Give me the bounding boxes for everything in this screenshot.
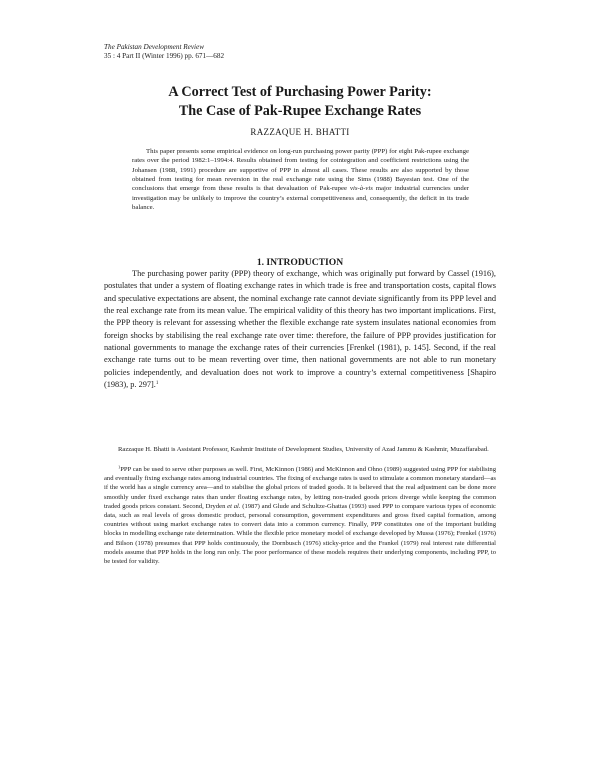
journal-name: The Pakistan Development Review <box>104 43 204 51</box>
author-name: RAZZAQUE H. BHATTI <box>250 127 350 137</box>
footnote-affiliation: Razzaque H. Bhatti is Assistant Professor, Kashmir Institute of Development Studies, University of Azad Jammu & Kashmir, Muzaffarabad. <box>118 446 489 453</box>
abstract-text-2: major industrial currencies under investigation may be unlikely to improve the country’s external competitiveness and, consequently, the deficit in its trade balance. <box>132 185 469 212</box>
title-line-2: The Case of Pak-Rupee Exchange Rates <box>178 103 422 119</box>
footnote-1 <box>104 465 496 566</box>
footnote-1-text-b: (1987) and Glude and Schultze-Ghattas (1993) used PPP to compare various types of economic data, such as real levels of gross domestic product, personal consumption, government expenditures and gross fixed capital formation, among countries without using market exchange rates to convert data into a common currency. Finally, PPP constitutes one of the important building blocks in modelling exchange rate determination. While the flexible price monetary model of exchange developed by Mussa (1976); Frenkel (1976) and Bilson (1978) presumes that PPP holds continuously, the Dornbusch (1976) sticky-price and the Frankel (1979) real interest rate differential models assume that PPP holds in the long run only. The poor performance of these models requires their underlying components, including PPP, to be tested for validity. <box>104 502 496 566</box>
volume-info: 35 : 4 Part II (Winter 1996) pp. 671—682 <box>104 52 225 60</box>
footnote-1-italic: et al. <box>227 502 241 510</box>
footnote-marker: 1 <box>155 381 159 387</box>
abstract-text-1: This paper presents some empirical evidence on long-run purchasing power parity (PPP) for eight Pak-rupee exchange rates over the period 1982:1–1994:4. Results obtained from testing for cointegration and coefficient restrictions using the Johansen (1988, 1991) procedure are supportive of PPP in almost all cases. These results are also supported by those obtained from testing for mean reversion in the real exchange rate using the Sims (1988) Bayesian test. One of the conclusions that emerge from these results is that devaluation of Pak-rupee <box>132 148 469 193</box>
abstract <box>132 147 469 212</box>
introduction-text: The purchasing power parity (PPP) theory of exchange, which was originally put forward by Cassel (1916), postulates that under a system of floating exchange rates in which trade is free and transportation costs, capital flows and speculative expectations are absent, the nominal exchange rate cannot deviate significantly from its PPP level and the real exchange rate from its mean value. The empirical validity of this theory has two important implications. First, the PPP theory is relevant for assessing whether the flexible exchange rate system insulates national economies from foreign shocks by stabilising the real exchange rate over time: therefore, the failure of PPP provides justification for national governments to manage the exchange rates of their currencies [Frenkel (1981), p. 145]. Second, if the real exchange rate turns out to be mean reverting over time, then national governments are not able to run monetary policies independently, and devaluation does not work to improve a country’s external competitiveness [Shapiro (1983), p. 297]. <box>104 269 496 390</box>
title-line-1: A Correct Test of Purchasing Power Parity: <box>168 84 432 100</box>
section-heading: 1. INTRODUCTION <box>256 257 344 268</box>
introduction-paragraph <box>104 268 496 391</box>
footnote-1-mark: 1 <box>118 464 121 470</box>
abstract-italic: vis-à-vis <box>349 185 373 193</box>
footnote-1-text-a: PPP can be used to serve other purposes as well. First, McKinnon (1986) and McKinnon and Ohno (1989) suggested using PPP for stabilising and eventually fixing exchange rates among industrial countries. The fixing of exchange rates is used to stimulate a common monetary standard—as if the world has a single currency area—and to stabilise the global prices of traded goods. It is believed that the real adjustment can be done more smoothly under fixed exchange rates than under floating exchange rates, by letting non-traded goods prices diverge while keeping the common traded goods prices constant. Second, Dryden <box>104 466 496 510</box>
